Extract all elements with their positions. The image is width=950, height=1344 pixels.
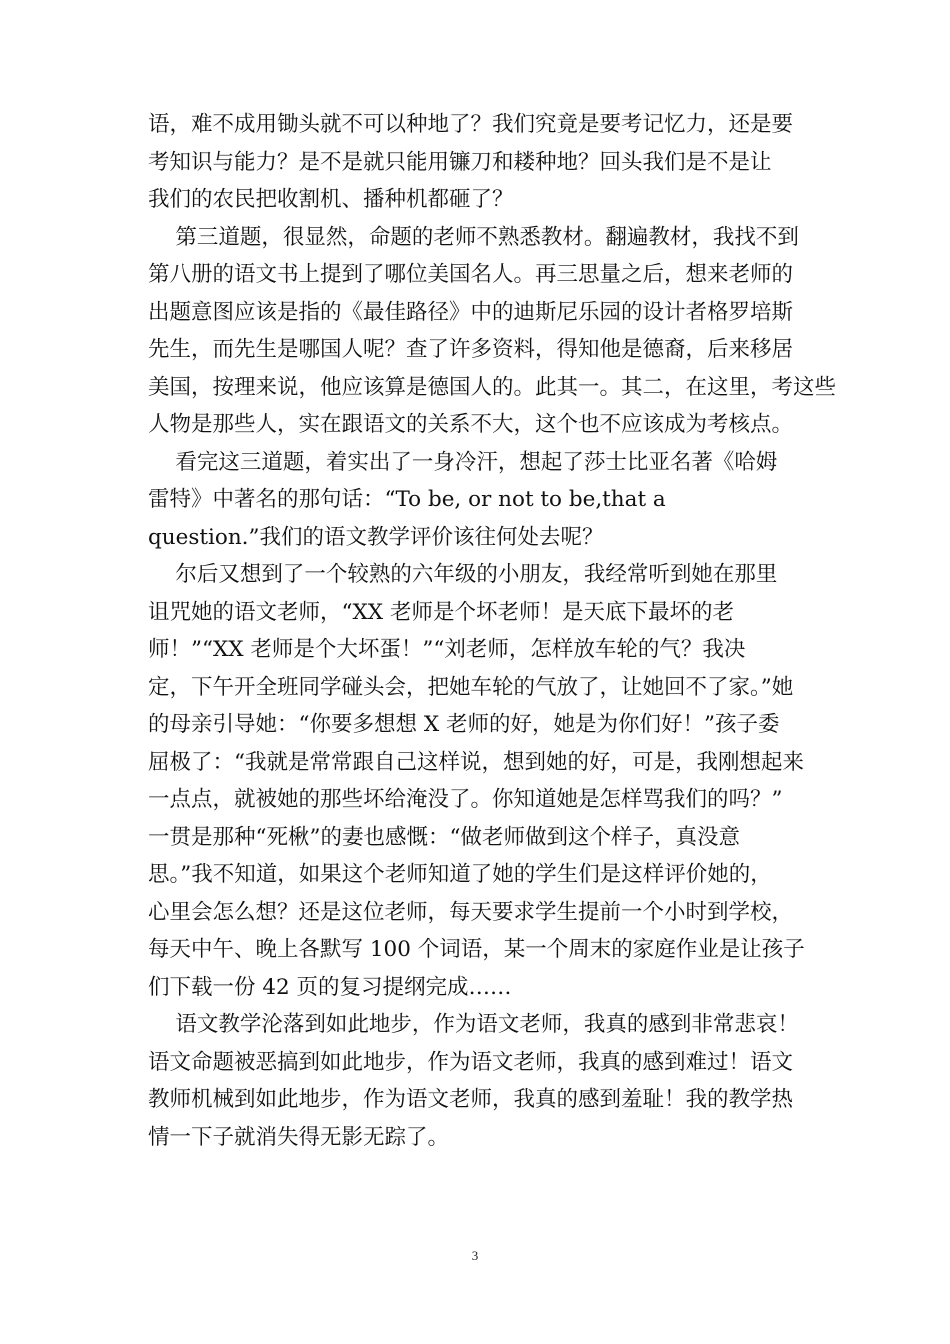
text-line: 人物是那些人，实在跟语文的关系不大，这个也不应该成为考核点。: [148, 412, 794, 437]
text-line: 语文命题被恶搞到如此地步，作为语文老师，我真的感到难过！语文: [148, 1049, 794, 1075]
text-line: 教师机械到如此地步，作为语文老师，我真的感到羞耻！我的教学热: [148, 1087, 794, 1112]
text-line: 先生，而先生是哪国人呢？查了许多资料，得知他是德裔，后来移居: [148, 337, 794, 362]
text-line: 们下载一份 42 页的复习提纲完成……: [148, 974, 512, 1000]
text-line: 语，难不成用锄头就不可以种地了？我们究竟是要考记忆力，还是要: [148, 112, 794, 137]
text-line: 一点点，就被她的那些坏给淹没了。你知道她是怎样骂我们的吗？”: [148, 787, 783, 812]
text-line: 考知识与能力？是不是就只能用镰刀和耧种地？回头我们是不是让: [148, 149, 772, 175]
text-line: question.”我们的语文教学评价该往何处去呢？: [148, 524, 604, 550]
text-line: 的母亲引导她：“你要多想想 X 老师的好，她是为你们好！”孩子委: [148, 712, 780, 737]
text-line: 师！”“XX 老师是个大坏蛋！”“刘老师，怎样放车轮的气？我决: [148, 637, 746, 662]
text-line: 雷特》中著名的那句话：“To be, or not to be,that a: [148, 487, 666, 512]
text-line: 出题意图应该是指的《最佳路径》中的迪斯尼乐园的设计者格罗培斯: [148, 299, 794, 325]
text-line: 定，下午开全班同学碰头会，把她车轮的气放了，让她回不了家。”她: [148, 674, 794, 700]
body-text: [148, 106, 837, 1156]
text-line: 诅咒她的语文老师，“XX 老师是个坏老师！是天底下最坏的老: [148, 599, 734, 625]
text-line: 一贯是那种“死楸”的妻也感慨：“做老师做到这个样子，真没意: [148, 824, 740, 850]
text-line: 我们的农民把收割机、播种机都砸了？: [148, 187, 514, 212]
text-line: 心里会怎么想？还是这位老师，每天要求学生提前一个小时到学校，: [148, 899, 794, 925]
text-line: 情一下子就消失得无影无踪了。: [148, 1124, 450, 1150]
text-line: 语文教学沦落到如此地步，作为语文老师，我真的感到非常悲哀！: [148, 1012, 799, 1037]
text-line: 每天中午、晚上各默写 100 个词语，某一个周末的家庭作业是让孩子: [148, 937, 805, 962]
text-line: 尔后又想到了一个较熟的六年级的小朋友，我经常听到她在那里: [148, 562, 778, 587]
text-line: 屈极了：“我就是常常跟自己这样说，想到她的好，可是，我刚想起来: [148, 749, 804, 775]
text-line: 思。”我不知道，如果这个老师知道了她的学生们是这样评价她的，: [148, 862, 772, 887]
page-number: 3: [471, 1248, 479, 1263]
text-line: 第三道题，很显然，命题的老师不熟悉教材。翻遍教材，我找不到: [148, 224, 799, 250]
text-line: 第八册的语文书上提到了哪位美国名人。再三思量之后，想来老师的: [148, 262, 794, 287]
text-line: 美国，按理来说，他应该算是德国人的。此其一。其二，在这里，考这些: [148, 374, 837, 400]
text-line: 看完这三道题，着实出了一身冷汗，想起了莎士比亚名著《哈姆: [148, 449, 778, 475]
